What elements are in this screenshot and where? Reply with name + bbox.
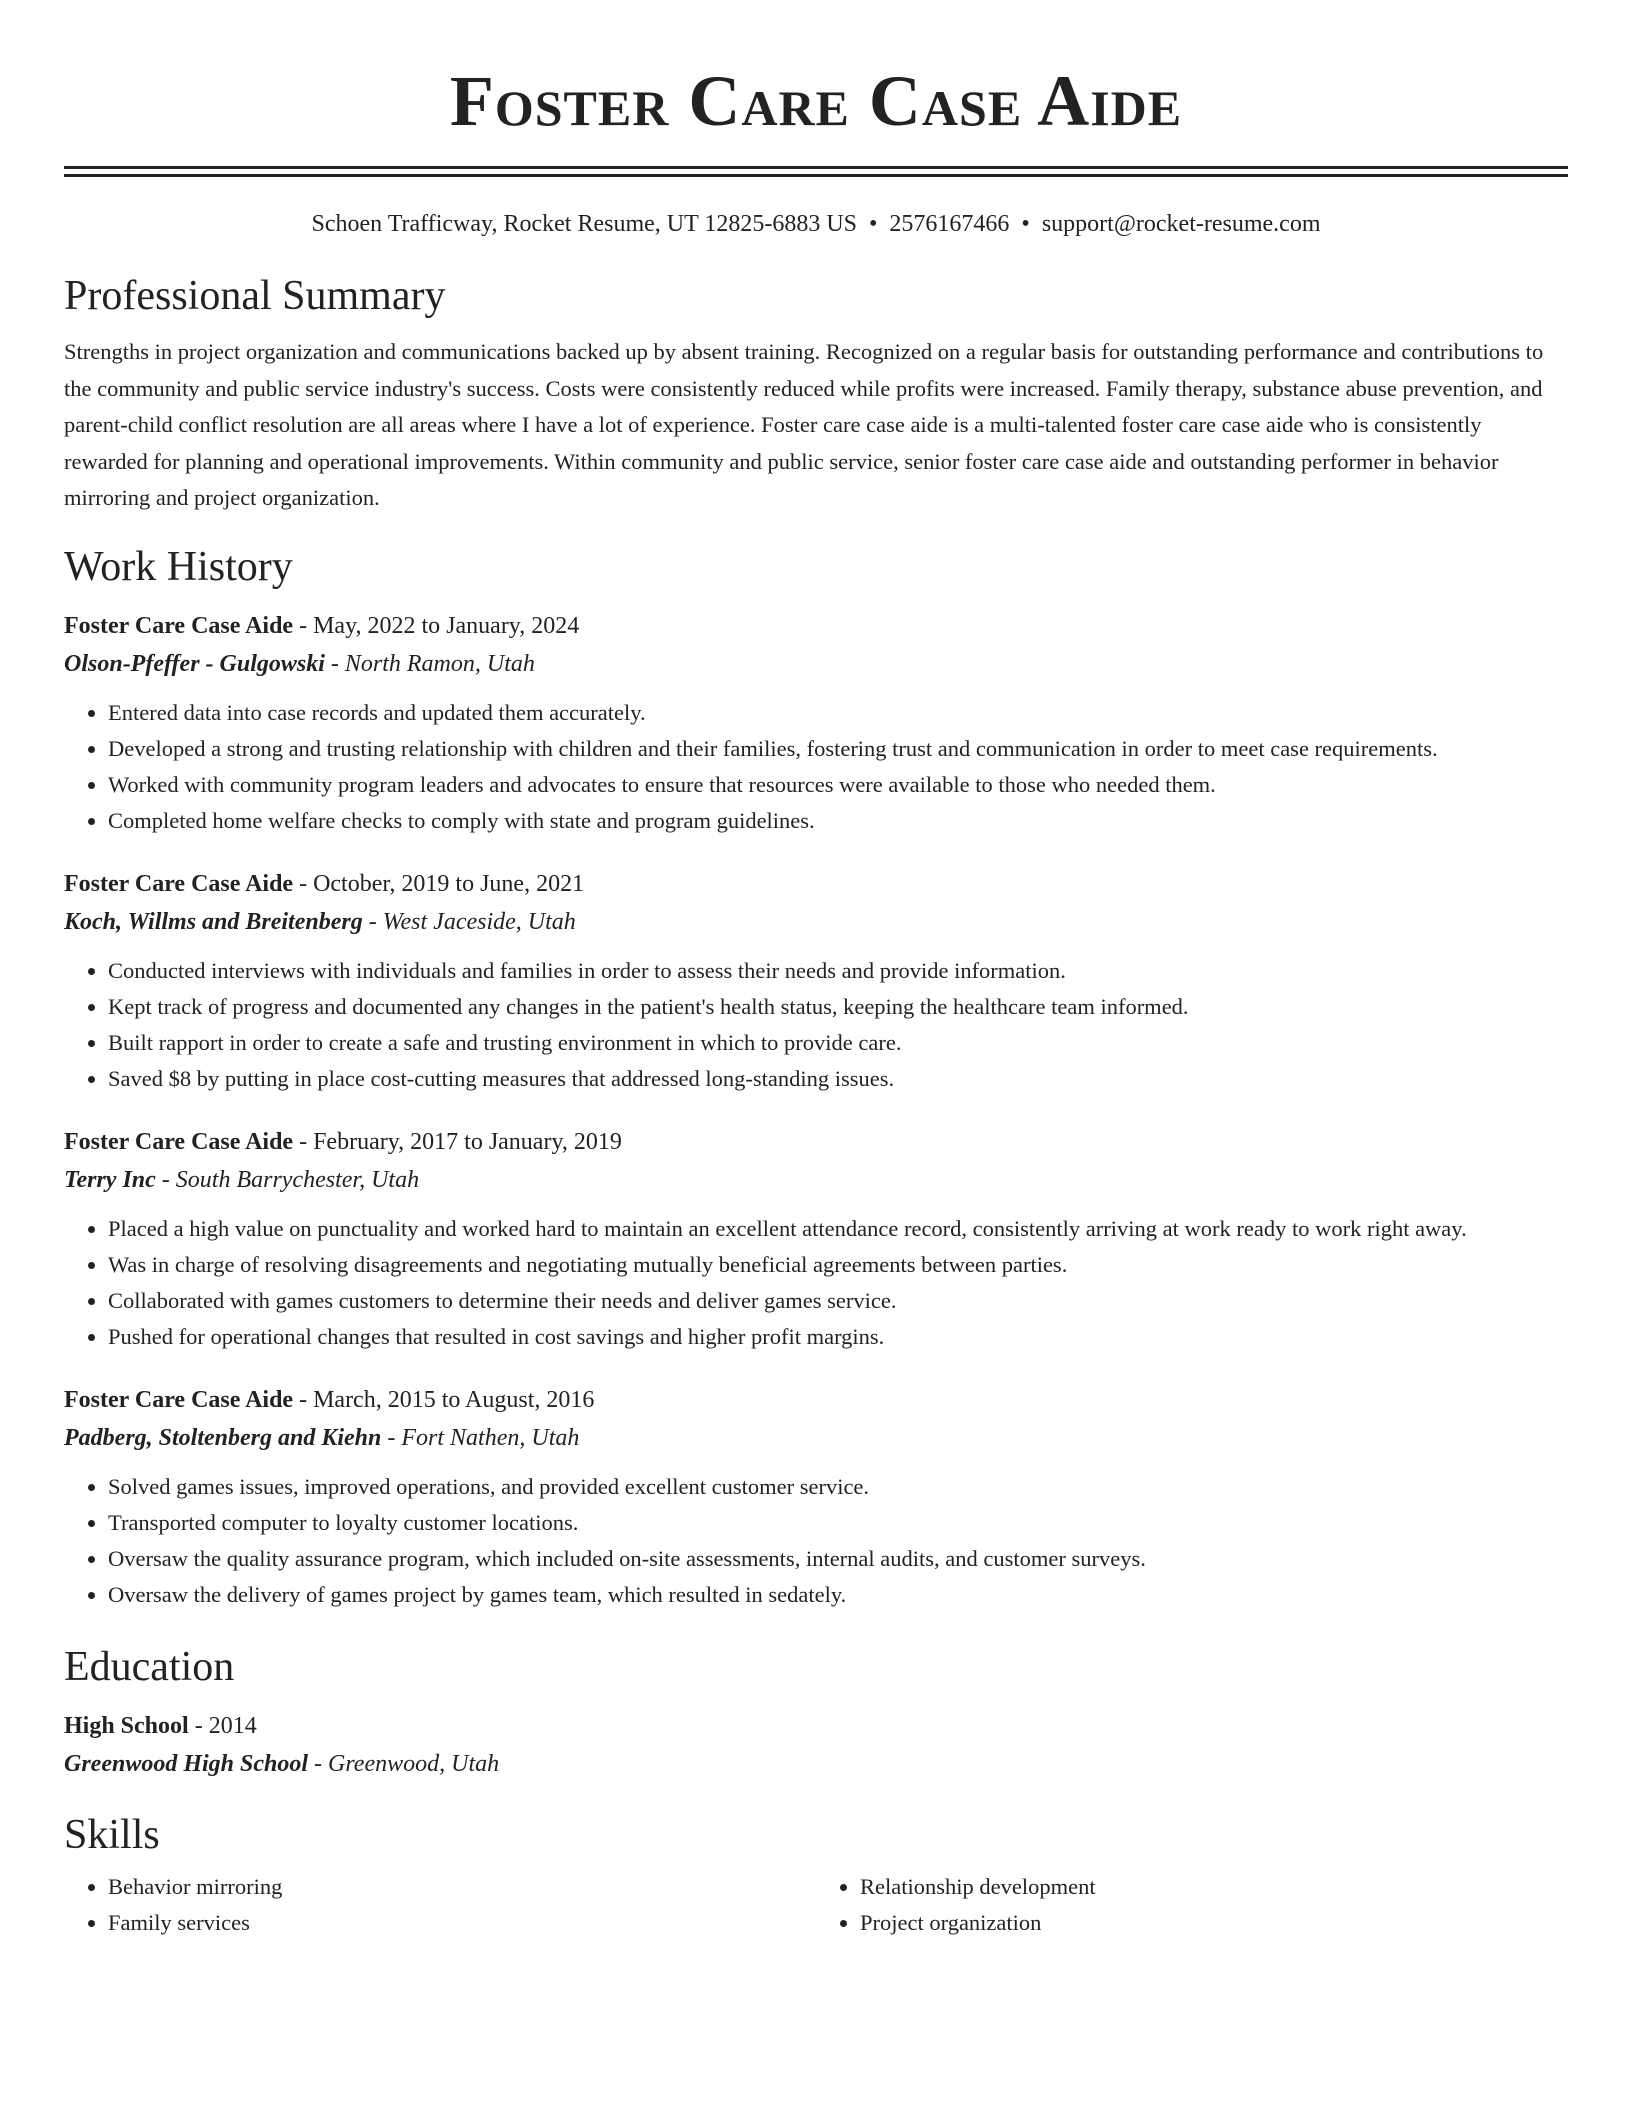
skill-item: • Behavior mirroring	[108, 1869, 816, 1905]
job-bullet: • Placed a high value on punctuality and worked hard to maintain an excellent attendance record, consistently arriving at work ready to work right away.	[108, 1211, 1568, 1247]
job-bullets	[64, 1211, 1568, 1355]
work-history-heading: Work History	[64, 543, 293, 590]
job-dates: - March, 2015 to August, 2016	[293, 1386, 595, 1413]
job-location: - South Barrychester, Utah	[155, 1166, 420, 1193]
job-entry	[64, 865, 1568, 1097]
job-title-line	[64, 865, 1568, 903]
education-heading: Education	[64, 1643, 235, 1690]
job-title-line	[64, 1381, 1568, 1419]
job-location: - Fort Nathen, Utah	[381, 1424, 580, 1451]
job-bullet: • Saved $8 by putting in place cost-cutting measures that addressed long-standing issues.	[108, 1061, 1568, 1097]
skill-item: • Relationship development	[860, 1869, 1568, 1905]
skills-column-right	[816, 1869, 1568, 1941]
job-title-line	[64, 1123, 1568, 1161]
job-bullet: • Worked with community program leaders and advocates to ensure that resources were available to those who needed them.	[108, 767, 1568, 803]
job-dates: - May, 2022 to January, 2024	[293, 612, 580, 639]
skill-item: • Project organization	[860, 1905, 1568, 1941]
job-dates: - October, 2019 to June, 2021	[293, 870, 585, 897]
job-entry	[64, 1123, 1568, 1355]
job-bullet: • Oversaw the quality assurance program, which included on-site assessments, internal audits, and customer surveys.	[108, 1541, 1568, 1577]
job-bullet: • Solved games issues, improved operations, and provided excellent customer service.	[108, 1469, 1568, 1505]
job-bullet: • Pushed for operational changes that resulted in cost savings and higher profit margins.	[108, 1319, 1568, 1355]
job-bullets	[64, 1469, 1568, 1613]
contact-line	[64, 208, 1568, 240]
contact-separator: •	[869, 211, 878, 237]
job-bullet: • Kept track of progress and documented any changes in the patient's health status, keeping the healthcare team informed.	[108, 989, 1568, 1025]
skills-heading: Skills	[64, 1811, 160, 1858]
job-bullets	[64, 953, 1568, 1097]
job-bullet: • Conducted interviews with individuals and families in order to assess their needs and provide information.	[108, 953, 1568, 989]
education-degree-line	[64, 1707, 1568, 1745]
job-bullet: • Was in charge of resolving disagreements and negotiating mutually beneficial agreements between parties.	[108, 1247, 1568, 1283]
job-employer-line	[64, 1161, 1568, 1199]
job-employer-line	[64, 903, 1568, 941]
job-bullets	[64, 695, 1568, 839]
job-bullet: • Built rapport in order to create a safe and trusting environment in which to provide care.	[108, 1025, 1568, 1061]
skill-item: • Family services	[108, 1905, 816, 1941]
education-degree: High School	[64, 1712, 189, 1739]
skills-column-left	[64, 1869, 816, 1941]
education-school-line	[64, 1745, 1568, 1783]
job-title: Foster Care Case Aide	[64, 1128, 294, 1155]
education-year: - 2014	[188, 1712, 257, 1739]
education-school: Greenwood High School	[64, 1750, 309, 1777]
job-bullet: • Collaborated with games customers to determine their needs and deliver games service.	[108, 1283, 1568, 1319]
job-bullet: • Completed home welfare checks to comply with state and program guidelines.	[108, 803, 1568, 839]
job-employer: Koch, Willms and Breitenberg	[64, 908, 363, 935]
job-title: Foster Care Case Aide	[64, 870, 294, 897]
contact-address: Schoen Trafficway, Rocket Resume, UT 12825-6883 US	[311, 211, 857, 237]
job-location: - West Jaceside, Utah	[362, 908, 576, 935]
job-location: - North Ramon, Utah	[324, 650, 535, 677]
summary-heading: Professional Summary	[64, 273, 446, 319]
contact-email: support@rocket-resume.com	[1041, 211, 1321, 237]
job-dates: - February, 2017 to January, 2019	[293, 1128, 622, 1155]
contact-phone: 2576167466	[889, 211, 1010, 237]
resume-title: Foster Care Case Aide	[449, 61, 1183, 141]
job-entry	[64, 607, 1568, 839]
job-bullet: • Entered data into case records and updated them accurately.	[108, 695, 1568, 731]
education-location: - Greenwood, Utah	[308, 1750, 500, 1777]
summary-text: Strengths in project organization and communications backed up by absent training. Recognized on a regular basis for outstanding performance and contributions to the community and public service industry's success. Costs were consistently reduced while profits were increased. Family therapy, substance abuse prevention, and parent-child conflict resolution are all areas where I have a lot of experience. Foster care case aide is a multi-talented foster care case aide who is consistently rewarded for planning and operational improvements. Within community and public service, senior foster care case aide and outstanding performer in behavior mirroring and project organization.	[64, 339, 1544, 510]
skills-grid	[64, 1869, 1568, 1941]
job-employer: Terry Inc	[64, 1166, 156, 1193]
education-entry	[64, 1707, 1568, 1783]
job-employer: Olson-Pfeffer - Gulgowski	[64, 650, 325, 677]
job-bullet: • Developed a strong and trusting relationship with children and their families, fostering trust and communication in order to meet case requirements.	[108, 731, 1568, 767]
job-employer-line	[64, 645, 1568, 683]
job-bullet: • Transported computer to loyalty customer locations.	[108, 1505, 1568, 1541]
job-bullet: • Oversaw the delivery of games project by games team, which resulted in sedately.	[108, 1577, 1568, 1613]
job-employer-line	[64, 1419, 1568, 1457]
job-employer: Padberg, Stoltenberg and Kiehn	[64, 1424, 382, 1451]
job-entry	[64, 1381, 1568, 1613]
job-title: Foster Care Case Aide	[64, 1386, 294, 1413]
job-title-line	[64, 607, 1568, 645]
contact-separator: •	[1021, 211, 1030, 237]
job-title: Foster Care Case Aide	[64, 612, 294, 639]
title-double-rule	[64, 166, 1568, 177]
